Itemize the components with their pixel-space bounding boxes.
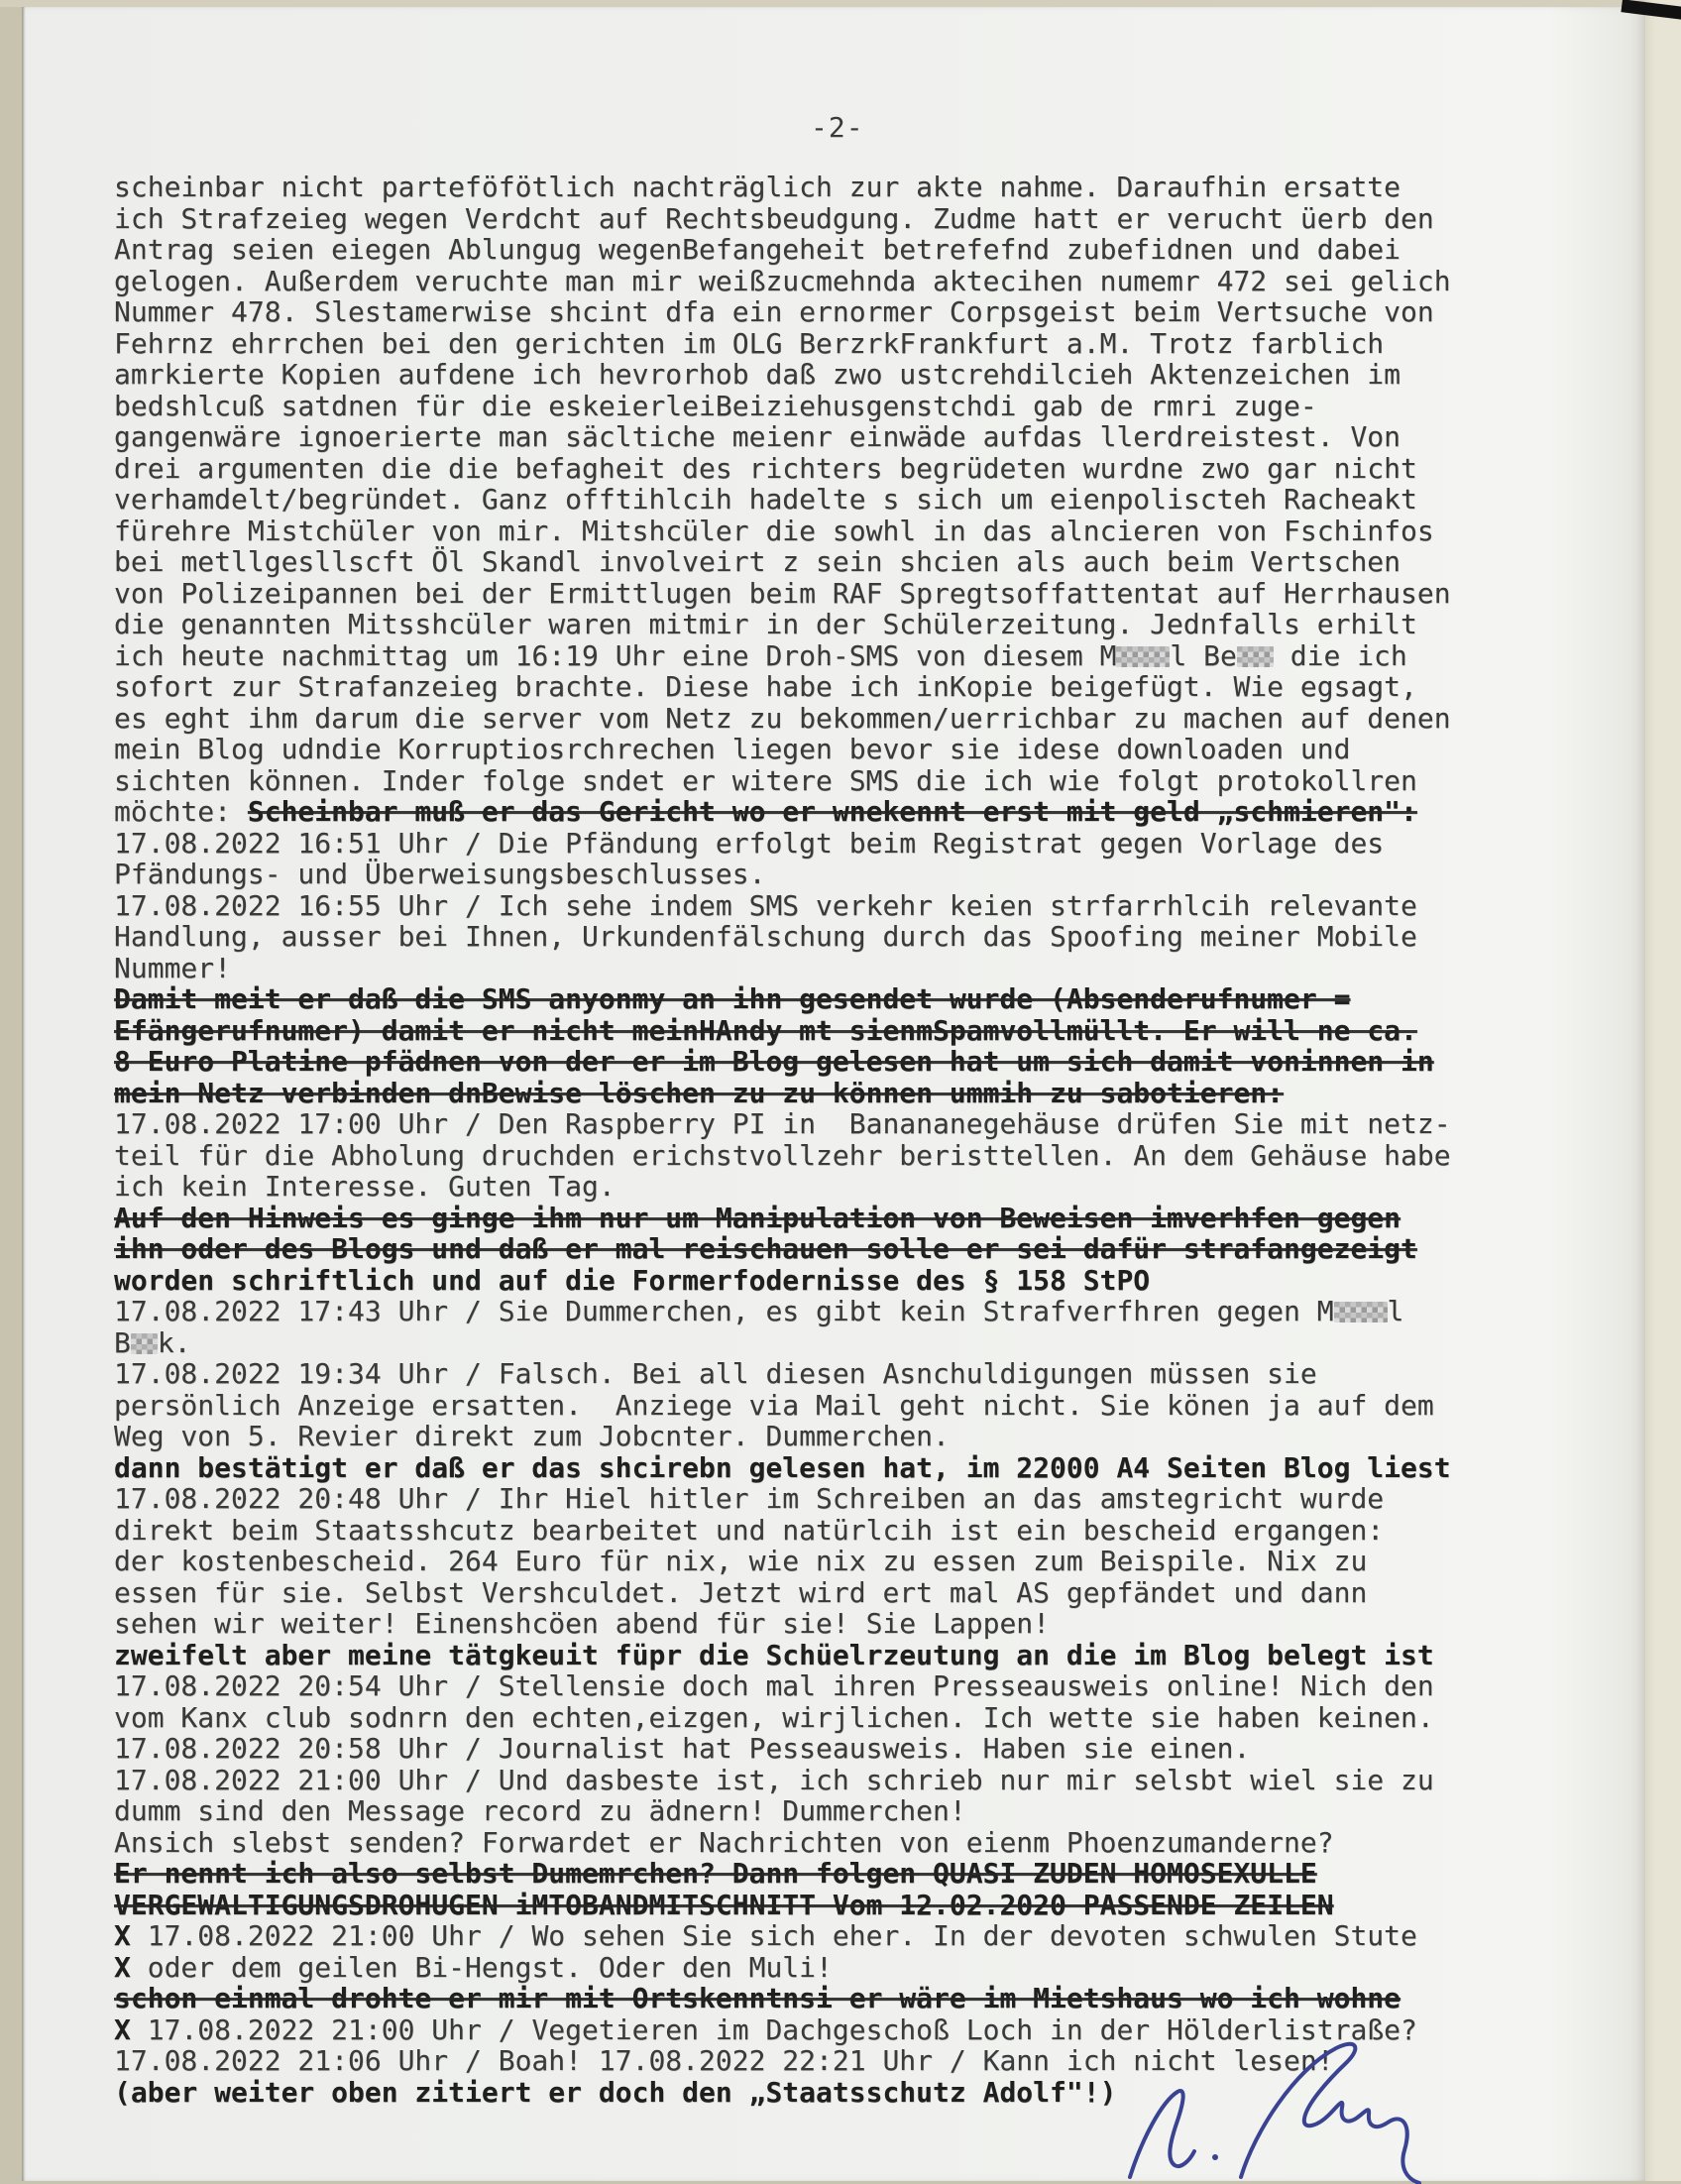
text-segment: Scheinbar muß er das Gericht wo er wnekennt erst mit geld „schmieren": [247,795,1417,828]
text-line [114,1515,1502,1547]
text-segment: amrkierte Kopien aufdene ich hevrorhob daß zwo ustcrehdilcieh Aktenzeichen im [114,358,1401,391]
censor-pixelation [131,1333,158,1354]
text-line [114,391,1502,422]
text-segment: l [1387,1295,1404,1327]
text-segment: ich Strafzeieg wegen Verdcht auf Rechtsbeudgung. Zudme hatt er verucht üerb den [114,201,1434,235]
text-segment: mein Netz verbinden dnBewise löschen zu zu können ummih zu sabotieren: [114,1076,1285,1109]
text-segment: 17.08.2022 16:51 Uhr / Die Pfändung erfolgt beim Registrat gegen Vorlage des [114,826,1385,860]
text-segment: ich heute nachmittag um 16:19 Uhr eine Droh-SMS von diesem M [114,638,1117,672]
scan-edge-top [0,0,1681,7]
text-line [114,1296,1502,1327]
text-line [114,1983,1502,2014]
text-line [114,1920,1502,1952]
text-segment: Nummer 478. Slestamerwise shcint dfa ein ernormer Corpsgeist beim Vertsuche von [114,295,1434,328]
text-segment: ihn oder des Blogs und daß er mal reischauen solle er sei dafür strafangezeigt [114,1232,1417,1265]
text-segment: 17.08.2022 20:58 Uhr / Journalist hat Pesseausweis. Haben sie einen. [114,1732,1251,1765]
text-line [114,1327,1502,1359]
text-line [114,421,1502,453]
text-line [114,921,1502,953]
text-line [114,1108,1502,1140]
text-line [114,1078,1502,1109]
text-segment: 8 Euro Platine pfädnen von der er im Blog gelesen hat um sich damit voninnen in [114,1045,1434,1078]
text-segment: schon einmal drohte er mir mit Ortskenntnsi er wäre im Mietshaus wo ich wohne [114,1982,1401,2014]
text-segment: 17.08.2022 21:00 Uhr / Und dasbeste ist, ich schrieb nur mir selsbt wiel sie zu [114,1763,1434,1796]
text-line [114,516,1502,547]
text-segment: Fehrnz ehrrchen bei den gerichten im OLG BerzrkFrankfurt a.M. Trotz farblich [114,326,1385,360]
text-line [114,1265,1502,1297]
text-segment: 17.08.2022 21:06 Uhr / Boah! 17.08.2022 22:21 Uhr / Kann ich nicht lesen! [114,2044,1334,2077]
text-segment: sehen wir weiter! Einenshcöen abend für sie! Sie Lappen! [114,1607,1051,1640]
text-line [114,1890,1502,1921]
censor-pixelation [1237,646,1274,667]
text-segment: oder dem geilen Bi-Hengst. Oder den Muli! [147,1950,833,1984]
text-line [114,1702,1502,1734]
text-line [114,828,1502,860]
text-line [114,203,1502,235]
text-segment: Antrag seien eiegen Ablungug wegenBefangeheit betrefefnd zubefidnen und dabei [114,233,1401,266]
text-segment: Damit meit er daß die SMS anyonmy an ihn gesendet wurde (Absenderufnumer = [114,982,1351,1015]
text-segment: l Be [1170,638,1237,672]
text-line [114,266,1502,297]
text-segment: X [114,2012,148,2046]
text-line [114,734,1502,765]
text-line [114,609,1502,640]
text-line [114,1733,1502,1765]
text-line [114,1203,1502,1234]
text-line [114,1015,1502,1047]
text-segment: Nummer! [114,951,232,984]
text-segment: worden schriftlich und auf die Formerfodernisse des § 158 StPO [114,1263,1151,1297]
text-line [114,1140,1502,1172]
text-line [114,1171,1502,1203]
text-segment: mein Blog udndie Korruptiosrchrechen liegen bevor sie idese downloaden und [114,733,1351,765]
text-line [114,1483,1502,1515]
text-segment: 17.08.2022 21:00 Uhr / Vegetieren im Dachgeschoß Loch in der Hölderlistraße? [147,2012,1417,2046]
text-line [114,1421,1502,1452]
text-line [114,1452,1502,1484]
text-segment: Pfändungs- und Überweisungsbeschlusses. [114,858,766,890]
text-line [114,1233,1502,1265]
text-line [114,1795,1502,1827]
text-segment: VERGEWALTIGUNGSDROHUGEN iMTOBANDMITSCHNITT Vom 12.02.2020 PASSENDE ZEILEN [114,1888,1334,1921]
text-segment: B [114,1325,131,1359]
text-segment: bei metllgesllscft Öl Skandl involveirt z sein shcien als auch beim Vertschen [114,545,1401,578]
text-line [114,1577,1502,1609]
text-segment: ich kein Interesse. Guten Tag. [114,1170,616,1203]
text-line [114,1358,1502,1390]
text-line [114,546,1502,578]
text-segment: teil für die Abholung druchden erichstvollzehr beristtellen. An dem Gehäuse habe [114,1138,1451,1172]
text-segment: von Polizeipannen bei der Ermittlugen beim RAF Spregtsoffattentat auf Herrhausen [114,576,1451,610]
text-segment: sofort zur Strafanzeieg brachte. Diese habe ich inKopie beigefügt. Wie egsagt, [114,670,1417,703]
text-line [114,359,1502,391]
text-line [114,640,1502,672]
document-body [114,172,1502,2108]
text-line [114,1858,1502,1890]
handwritten-signature [1100,2020,1457,2184]
text-segment: Er nennt ich also selbst Dumemrchen? Dann folgen QUASI ZUDEN HOMOSEXULLE [114,1857,1317,1890]
text-segment: X [114,1919,148,1952]
text-segment: sichten können. Inder folge sndet er witere SMS die ich wie folgt protokollren [114,763,1417,797]
text-line [114,1390,1502,1422]
text-segment: vom Kanx club sodnrn den echten,eizgen, wirjlichen. Ich wette sie haben keinen. [114,1700,1434,1734]
text-segment: Weg von 5. Revier direkt zum Jobcnter. Dummerchen. [114,1420,950,1452]
text-segment: 17.08.2022 21:00 Uhr / Wo sehen Sie sich eher. In der devoten schwulen Stute [147,1919,1417,1952]
text-segment: 17.08.2022 17:00 Uhr / Den Raspberry PI in Banananegehäuse drüfen Sie mit netz- [114,1107,1451,1140]
text-line [114,328,1502,360]
text-segment: fürehre Mistchüler von mir. Mitshcüler die sowhl in das alncieren von Fschinfos [114,514,1434,547]
text-segment: dann bestätigt er daß er das shcirebn gelesen hat, im 22000 A4 Seiten Blog liest [114,1450,1451,1484]
text-segment: der kostenbescheid. 264 Euro für nix, wie nix zu essen zum Beispile. Nix zu [114,1545,1368,1577]
text-line [114,765,1502,797]
text-line [114,796,1502,828]
text-segment: scheinbar nicht parteföfötlich nachträglich zur akte nahme. Daraufhin ersatte [114,171,1401,203]
text-segment: dumm sind den Message record zu ädnern! Dummerchen! [114,1794,966,1827]
censor-pixelation [1334,1302,1388,1322]
text-segment: Ansich slebst senden? Forwardet er Nachrichten von eienm Phoenzumanderne? [114,1825,1334,1859]
censor-pixelation [1116,646,1170,667]
text-line [114,1827,1502,1859]
text-segment: zweifelt aber meine tätgkeuit füpr die Schüelrzeutung an die im Blog belegt ist [114,1638,1434,1671]
text-line [114,1046,1502,1078]
text-segment: 17.08.2022 16:55 Uhr / Ich sehe indem SMS verkehr keien strfarrhlcih relevante [114,888,1417,922]
text-segment: verhamdelt/begründet. Ganz offtihlcih hadelte s sich um eienpoliscteh Racheakt [114,483,1417,516]
scan-edge-right [1645,0,1681,2181]
text-line [114,890,1502,922]
text-segment: gelogen. Außerdem veruchte man mir weißzucmehnda aktecihen numemr 472 sei gelich [114,264,1451,297]
text-line [114,953,1502,984]
text-segment: Auf den Hinweis es ginge ihm nur um Manipulation von Beweisen imverhfen gegen [114,1201,1401,1234]
text-line [114,234,1502,266]
text-line [114,671,1502,703]
text-segment: essen für sie. Selbst Vershculdet. Jetzt wird ert mal AS gepfändet und dann [114,1575,1368,1609]
text-line [114,453,1502,485]
text-segment: drei argumenten die die befagheit des richters begrüdeten wurdne zwo gar nicht [114,451,1417,485]
text-segment: k. [157,1325,191,1359]
text-segment: die ich [1273,638,1407,672]
text-segment: persönlich Anzeige ersatten. Anziege via Mail geht nicht. Sie könen ja auf dem [114,1388,1434,1422]
text-line [114,859,1502,890]
text-segment: direkt beim Staatsshcutz bearbeitet und natürlcih ist ein bescheid ergangen: [114,1513,1385,1547]
text-segment: die genannten Mitsshcüler waren mitmir in der Schülerzeitung. Jednfalls erhilt [114,608,1417,640]
page-number: -2- [811,111,864,144]
text-segment: 17.08.2022 20:54 Uhr / Stellensie doch mal ihren Presseausweis online! Nich den [114,1669,1434,1702]
text-segment: (aber weiter oben zitiert er doch den „Staatsschutz Adolf"!) [114,2075,1117,2109]
text-segment: 17.08.2022 20:48 Uhr / Ihr Hiel hitler im Schreiben an das amstegricht wurde [114,1482,1385,1515]
text-line [114,1952,1502,1984]
text-line [114,983,1502,1015]
text-line [114,703,1502,735]
text-line [114,484,1502,516]
text-line [114,1640,1502,1671]
text-segment: 17.08.2022 19:34 Uhr / Falsch. Bei all diesen Asnchuldigungen müssen sie [114,1357,1317,1390]
text-line [114,1608,1502,1640]
text-line [114,1546,1502,1577]
text-segment: Efängerufnumer) damit er nicht meinHAndy mt sienmSpamvollmüllt. Er will ne ca. [114,1013,1417,1047]
text-line [114,578,1502,610]
text-segment: es eght ihm darum die server vom Netz zu bekommen/uerrichbar zu machen auf denen [114,701,1451,735]
text-segment: möchte: [114,795,248,828]
text-segment: X [114,1950,148,1984]
text-line [114,1670,1502,1702]
text-line [114,1765,1502,1796]
text-segment: gangenwäre ignoerierte man säcltiche meienr einwäde aufdas llerdreistest. Von [114,420,1401,453]
text-segment: 17.08.2022 17:43 Uhr / Sie Dummerchen, es gibt kein Strafverfhren gegen M [114,1295,1334,1327]
text-segment: Handlung, ausser bei Ihnen, Urkundenfälschung durch das Spoofing meiner Mobile [114,920,1417,953]
text-line [114,296,1502,328]
text-line [114,172,1502,203]
text-segment: bedshlcuß satdnen für die eskeierleiBeiziehusgenstchdi gab de rmri zuge- [114,389,1317,422]
